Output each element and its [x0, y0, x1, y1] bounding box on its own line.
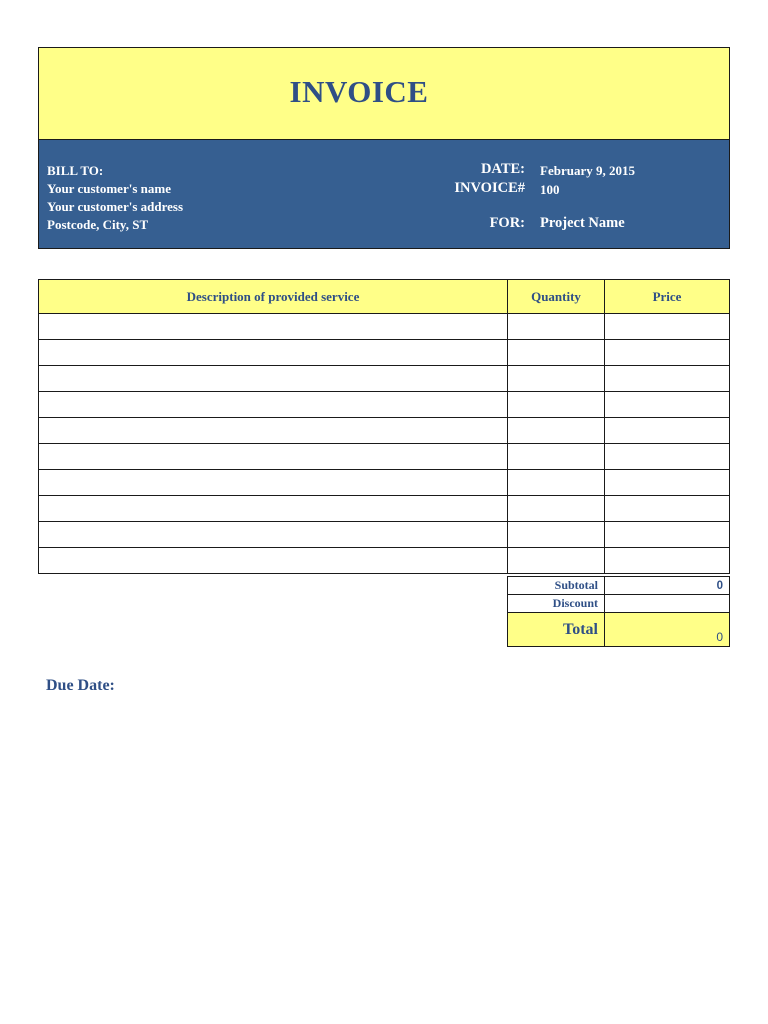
- price-cell[interactable]: [605, 392, 730, 418]
- invoice-header: [38, 47, 730, 249]
- table-row: [39, 548, 730, 574]
- quantity-cell[interactable]: [508, 444, 605, 470]
- table-row: [39, 522, 730, 548]
- description-cell[interactable]: [39, 470, 508, 496]
- description-cell[interactable]: [39, 548, 508, 574]
- description-cell[interactable]: [39, 314, 508, 340]
- bill-to-block: [47, 162, 183, 234]
- price-cell[interactable]: [605, 470, 730, 496]
- discount-value[interactable]: [605, 595, 730, 613]
- table-header-row: [39, 280, 730, 314]
- price-cell[interactable]: [605, 418, 730, 444]
- total-value: 0: [605, 613, 730, 647]
- price-cell[interactable]: [605, 496, 730, 522]
- table-row: [39, 340, 730, 366]
- description-cell[interactable]: [39, 340, 508, 366]
- invoice-number-label: INVOICE#: [454, 180, 525, 196]
- subtotal-label: Subtotal: [508, 577, 605, 595]
- totals-table: [507, 576, 730, 647]
- subtotal-value: 0: [605, 577, 730, 595]
- table-row: [39, 496, 730, 522]
- table-row: [39, 470, 730, 496]
- invoice-title: INVOICE: [289, 74, 429, 109]
- price-cell[interactable]: [605, 340, 730, 366]
- subtotal-row: [508, 577, 730, 595]
- description-cell[interactable]: [39, 444, 508, 470]
- title-band: [39, 48, 729, 140]
- column-header-description: Description of provided service: [39, 280, 508, 314]
- quantity-cell[interactable]: [508, 392, 605, 418]
- quantity-cell[interactable]: [508, 470, 605, 496]
- description-cell[interactable]: [39, 392, 508, 418]
- billing-info-band: [39, 140, 729, 248]
- quantity-cell[interactable]: [508, 314, 605, 340]
- date-label: DATE:: [480, 161, 525, 177]
- for-label: FOR:: [489, 215, 525, 231]
- table-row: [39, 314, 730, 340]
- bill-to-label: BILL TO:: [47, 163, 104, 178]
- price-cell[interactable]: [605, 548, 730, 574]
- discount-label: Discount: [508, 595, 605, 613]
- price-cell[interactable]: [605, 444, 730, 470]
- total-row: [508, 613, 730, 647]
- total-label: Total: [508, 613, 605, 647]
- table-row: [39, 392, 730, 418]
- description-cell[interactable]: [39, 366, 508, 392]
- quantity-cell[interactable]: [508, 418, 605, 444]
- description-cell[interactable]: [39, 418, 508, 444]
- column-header-price: Price: [605, 280, 730, 314]
- quantity-cell[interactable]: [508, 496, 605, 522]
- table-row: [39, 366, 730, 392]
- table-row: [39, 418, 730, 444]
- quantity-cell[interactable]: [508, 366, 605, 392]
- quantity-cell[interactable]: [508, 340, 605, 366]
- due-date-label: Due Date:: [46, 677, 115, 694]
- price-cell[interactable]: [605, 522, 730, 548]
- price-cell[interactable]: [605, 314, 730, 340]
- price-cell[interactable]: [605, 366, 730, 392]
- customer-name: Your customer's name: [47, 181, 171, 196]
- for-value: Project Name: [540, 215, 625, 231]
- invoice-number-value: 100: [540, 182, 560, 197]
- line-items-table: [38, 279, 730, 574]
- date-value: February 9, 2015: [540, 163, 635, 178]
- description-cell[interactable]: [39, 522, 508, 548]
- description-cell[interactable]: [39, 496, 508, 522]
- quantity-cell[interactable]: [508, 548, 605, 574]
- discount-row: [508, 595, 730, 613]
- customer-address: Your customer's address: [47, 199, 184, 214]
- quantity-cell[interactable]: [508, 522, 605, 548]
- customer-city: Postcode, City, ST: [47, 217, 149, 232]
- table-row: [39, 444, 730, 470]
- column-header-quantity: Quantity: [508, 280, 605, 314]
